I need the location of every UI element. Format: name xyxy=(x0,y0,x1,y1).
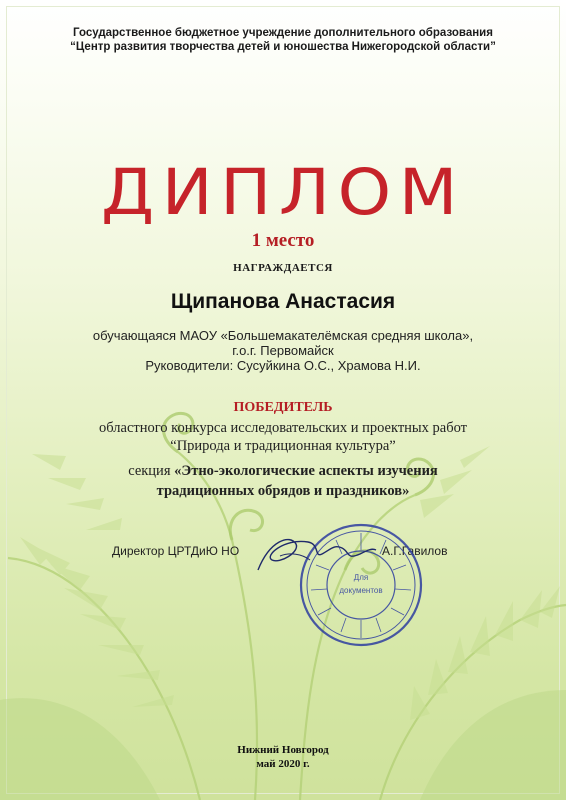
footer-city: Нижний Новгород xyxy=(237,744,329,756)
organization-line-1: Государственное бюджетное учреждение дополнительного образования xyxy=(73,27,493,39)
awarded-label: НАГРАЖДАЕТСЯ xyxy=(233,262,333,274)
recipient-school: обучающаяся МАОУ «Большемакателёмская средняя школа», xyxy=(92,328,474,343)
stamp-text-line-1: Для xyxy=(353,573,369,582)
director-position: Директор ЦРТДиЮ НО xyxy=(112,544,240,558)
director-name: А.Г.Гавилов xyxy=(382,544,448,558)
contest-section-line-2: традиционных обрядов и праздников» xyxy=(156,483,410,499)
diploma-title: ДИПЛОМ xyxy=(100,156,465,229)
recipient-name: Щипанова Анастасия xyxy=(170,290,396,313)
director-signature xyxy=(250,530,380,580)
section-title-part-1: «Этно-экологические аспекты изучения xyxy=(174,463,438,479)
contest-name: “Природа и традиционная культура” xyxy=(170,438,396,454)
organization-header xyxy=(0,26,566,54)
footer-date: май 2020 г. xyxy=(256,758,310,770)
contest-section-line-1 xyxy=(0,463,566,480)
winner-status: ПОБЕДИТЕЛЬ xyxy=(233,400,333,415)
stamp-text-line-2: документов xyxy=(339,586,383,595)
recipient-city: г.о.г. Первомайск xyxy=(232,343,334,358)
contest-description: областного конкурса исследовательских и проектных работ xyxy=(99,420,467,436)
section-prefix: секция xyxy=(128,463,175,479)
organization-line-2: “Центр развития творчества детей и юношества Нижегородской области” xyxy=(70,41,496,53)
recipient-supervisors: Руководители: Сусуйкина О.С., Храмова Н.И. xyxy=(145,358,421,373)
place-label: 1 место xyxy=(251,230,315,251)
